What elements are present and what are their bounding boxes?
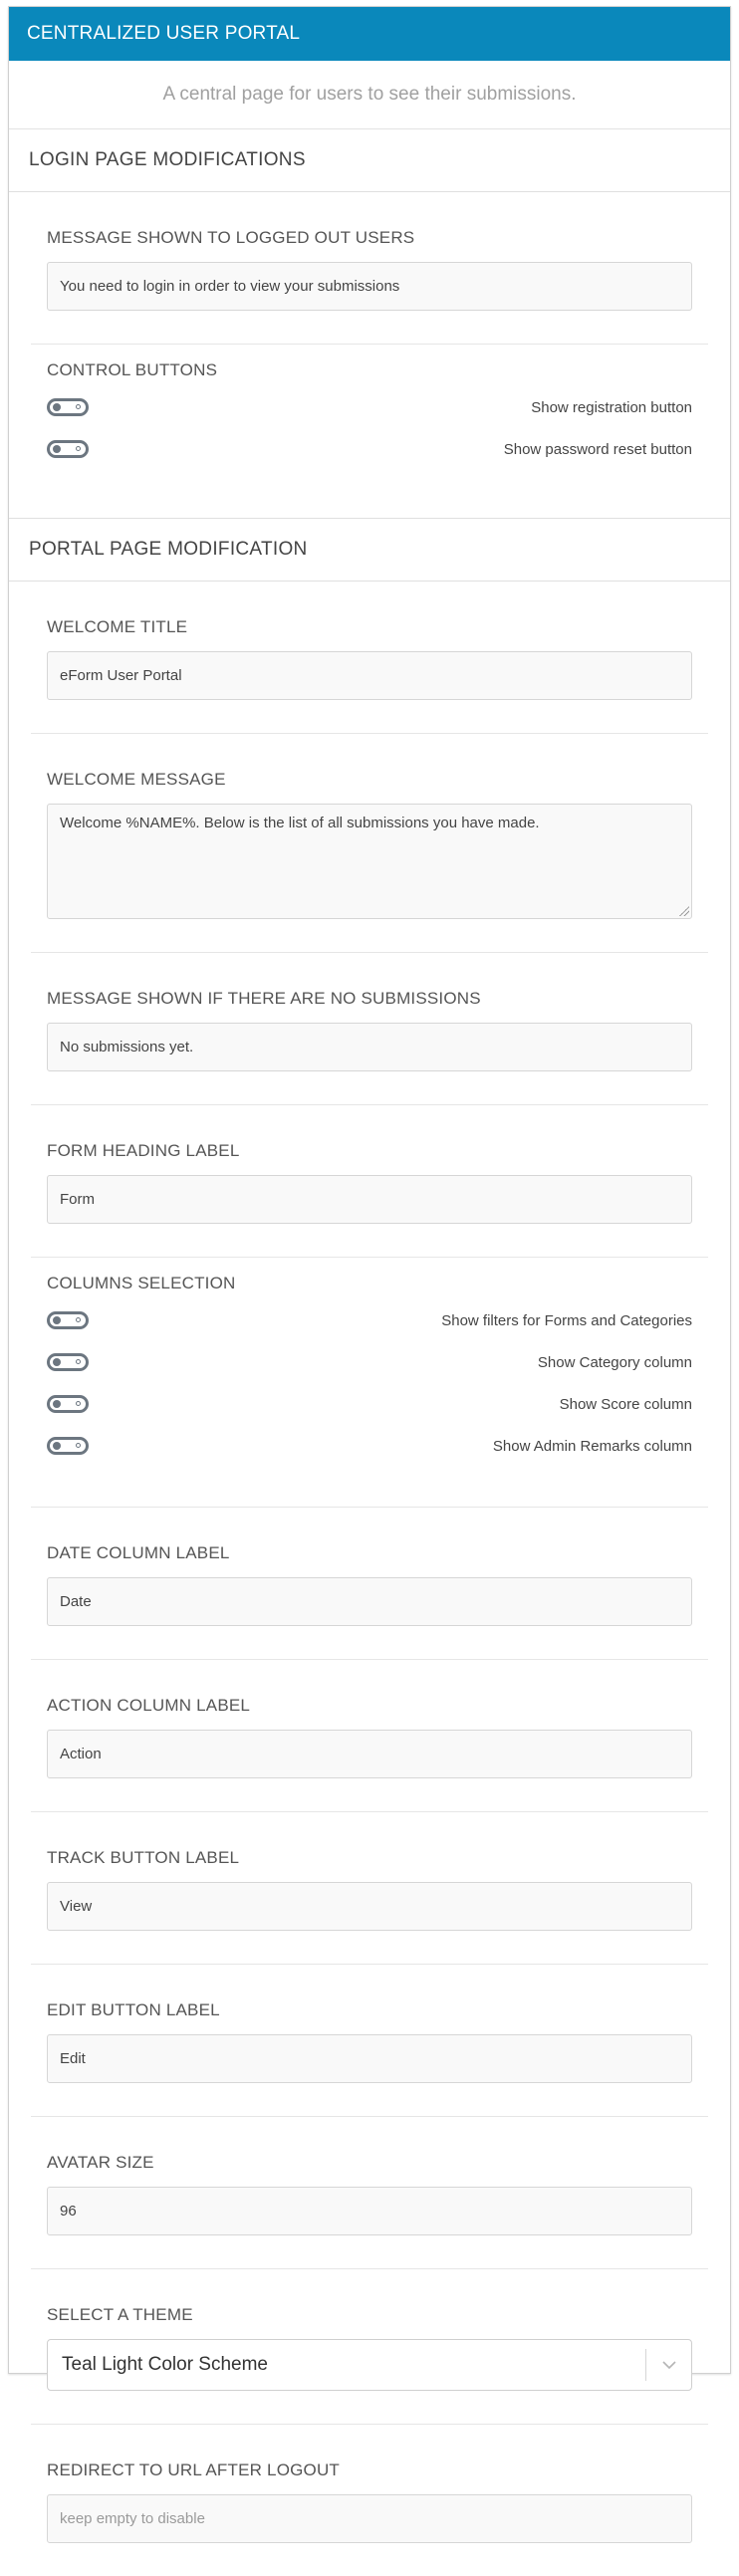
filters-toggle-label: Show filters for Forms and Categories <box>441 1311 692 1329</box>
score-column-toggle-row[interactable] <box>47 1383 692 1425</box>
date-column-group <box>31 1508 708 1660</box>
avatar-size-label: AVATAR SIZE <box>47 2153 154 2172</box>
toggle-off-icon[interactable] <box>47 398 89 416</box>
redirect-url-label: REDIRECT TO URL AFTER LOGOUT <box>47 2460 341 2479</box>
logged-out-message-label: MESSAGE SHOWN TO LOGGED OUT USERS <box>47 228 415 247</box>
welcome-title-label: WELCOME TITLE <box>47 617 188 636</box>
panel-title: CENTRALIZED USER PORTAL <box>9 7 730 61</box>
theme-select-value: Teal Light Color Scheme <box>62 2354 268 2375</box>
registration-toggle-row[interactable] <box>47 386 692 428</box>
date-column-input[interactable]: Date <box>47 1577 692 1626</box>
filters-toggle-row[interactable] <box>47 1299 692 1341</box>
no-submissions-input[interactable]: No submissions yet. <box>47 1023 692 1071</box>
logged-out-message-group <box>31 192 708 345</box>
welcome-message-group <box>31 734 708 953</box>
welcome-message-textarea[interactable] <box>47 804 692 919</box>
toggle-off-icon[interactable] <box>47 1353 89 1371</box>
track-button-input[interactable]: View <box>47 1882 692 1931</box>
chevron-down-icon[interactable] <box>646 2360 691 2370</box>
admin-remarks-toggle-row[interactable] <box>47 1425 692 1467</box>
welcome-title-group <box>31 582 708 734</box>
welcome-message-label: WELCOME MESSAGE <box>47 770 226 789</box>
panel-subtitle: A central page for users to see their submissions. <box>9 61 730 129</box>
welcome-message-text: Welcome %NAME%. Below is the list of all submissions you have made. <box>60 815 540 831</box>
score-column-toggle-label: Show Score column <box>559 1395 692 1413</box>
track-button-label: TRACK BUTTON LABEL <box>47 1848 240 1867</box>
columns-selection-group <box>31 1258 708 1508</box>
edit-button-label: EDIT BUTTON LABEL <box>47 2000 220 2019</box>
login-section <box>9 192 730 518</box>
theme-group <box>31 2269 708 2425</box>
category-column-toggle-label: Show Category column <box>537 1353 692 1371</box>
toggle-off-icon[interactable] <box>47 1395 89 1413</box>
logged-out-message-input[interactable]: You need to login in order to view your submissions <box>47 262 692 311</box>
columns-selection-label: COLUMNS SELECTION <box>47 1274 236 1292</box>
welcome-title-input[interactable]: eForm User Portal <box>47 651 692 700</box>
resize-handle-icon[interactable] <box>679 906 689 916</box>
registration-toggle-label: Show registration button <box>531 398 692 416</box>
action-column-group <box>31 1660 708 1812</box>
theme-select[interactable] <box>47 2339 692 2391</box>
track-button-group <box>31 1812 708 1965</box>
theme-label: SELECT A THEME <box>47 2305 193 2324</box>
login-section-heading: LOGIN PAGE MODIFICATIONS <box>9 129 730 192</box>
redirect-url-input[interactable]: keep empty to disable <box>47 2494 692 2543</box>
date-column-label: DATE COLUMN LABEL <box>47 1543 230 1562</box>
edit-button-group <box>31 1965 708 2117</box>
toggle-off-icon[interactable] <box>47 1311 89 1329</box>
toggle-off-icon[interactable] <box>47 440 89 458</box>
portal-settings-panel <box>8 6 731 2527</box>
avatar-size-input[interactable]: 96 <box>47 2187 692 2235</box>
action-column-label: ACTION COLUMN LABEL <box>47 1696 251 1715</box>
category-column-toggle-row[interactable] <box>47 1341 692 1383</box>
redirect-url-group <box>31 2425 708 2576</box>
control-buttons-group <box>31 345 708 518</box>
no-submissions-label: MESSAGE SHOWN IF THERE ARE NO SUBMISSIONS <box>47 989 481 1008</box>
form-heading-label: FORM HEADING LABEL <box>47 1141 240 1160</box>
admin-remarks-toggle-label: Show Admin Remarks column <box>492 1437 692 1455</box>
control-buttons-label: CONTROL BUTTONS <box>47 360 218 379</box>
no-submissions-group <box>31 953 708 1105</box>
avatar-size-group <box>31 2117 708 2269</box>
toggle-off-icon[interactable] <box>47 1437 89 1455</box>
form-heading-group <box>31 1105 708 1258</box>
password-reset-toggle-row[interactable] <box>47 428 692 470</box>
edit-button-input[interactable]: Edit <box>47 2034 692 2083</box>
form-heading-input[interactable]: Form <box>47 1175 692 1224</box>
portal-section <box>9 582 730 2576</box>
password-reset-toggle-label: Show password reset button <box>503 440 692 458</box>
action-column-input[interactable]: Action <box>47 1730 692 1778</box>
portal-section-heading: PORTAL PAGE MODIFICATION <box>9 518 730 582</box>
